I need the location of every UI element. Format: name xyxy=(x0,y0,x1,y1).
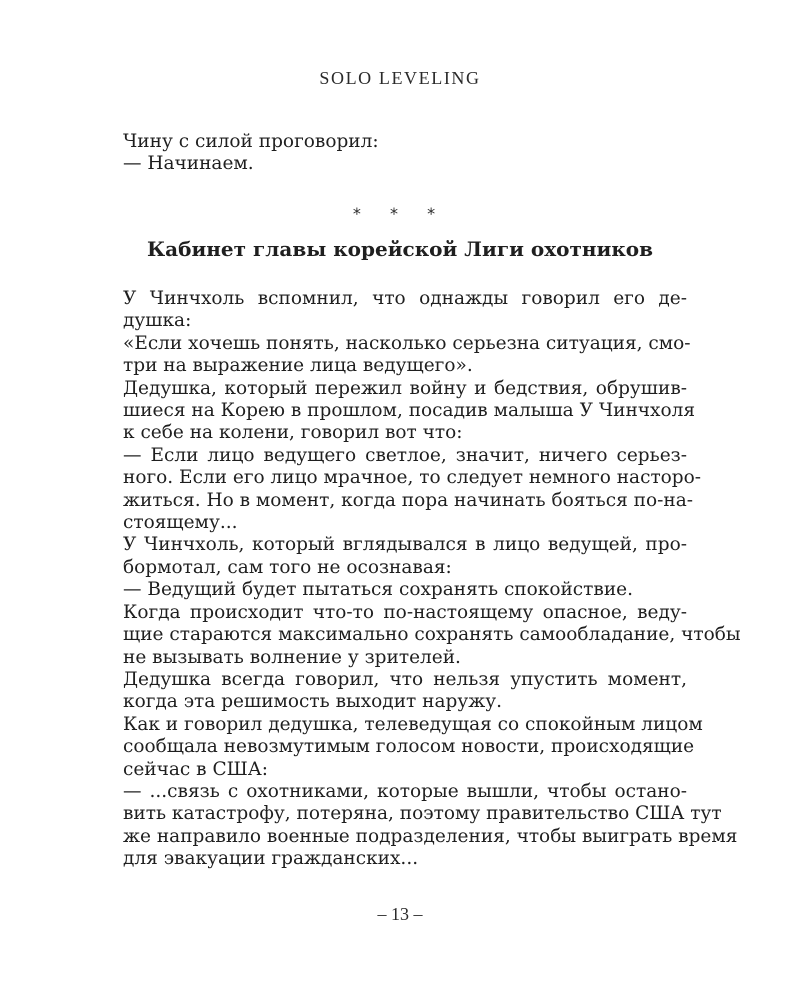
text-line: — Если лицо ведущего светлое, значит, ничего серьез- xyxy=(123,444,687,466)
text-line: — Ведущий будет пытаться сохранять спокойствие. xyxy=(123,579,633,601)
text-line: У Чинчхоль, который вглядывался в лицо ведущей, про- xyxy=(123,534,687,556)
section-title: Кабинет главы корейской Лиги охотников xyxy=(146,237,654,261)
text-line: Чину с силой проговорил: xyxy=(123,131,379,152)
text-line: вить катастрофу, потеряна, поэтому правительство США тут xyxy=(123,803,722,825)
text-line: стоящему... xyxy=(123,512,238,534)
text-line: — ...связь с охотниками, которые вышли, чтобы остано- xyxy=(123,780,687,802)
text-line: сейчас в США: xyxy=(123,758,268,780)
text-line: щие стараются максимально сохранять самообладание, чтобы xyxy=(123,624,741,646)
text-line: к себе на колени, говорил вот что: xyxy=(123,422,463,444)
text-line: же направило военные подразделения, чтобы выиграть время xyxy=(123,825,738,847)
text-line: бормотал, сам того не осознавая: xyxy=(123,556,452,578)
body-text xyxy=(123,288,741,871)
text-line: ного. Если его лицо мрачное, то следует немного насторо- xyxy=(123,467,702,489)
page-number: – 13 – xyxy=(377,904,423,924)
text-line: Дедушка всегда говорил, что нельзя упустить момент, xyxy=(123,668,687,690)
text-line: душка: xyxy=(123,310,192,332)
text-line: не вызывать волнение у зрителей. xyxy=(123,646,461,668)
text-line: У Чинчхоль вспомнил, что однажды говорил его де- xyxy=(123,288,687,309)
text-line: «Если хочешь понять, насколько серьезна ситуация, смо- xyxy=(123,332,691,354)
text-line: Как и говорил дедушка, телеведущая со спокойным лицом xyxy=(123,713,703,735)
section-separator: * * * xyxy=(352,204,448,223)
text-line: шиеся на Корею в прошлом, посадив малыша У Чинчхоля xyxy=(123,400,696,422)
text-line: житься. Но в момент, когда пора начинать бояться по-на- xyxy=(123,489,693,511)
text-line: сообщала невозмутимым голосом новости, происходящие xyxy=(123,736,695,758)
text-line: Когда происходит что-то по-настоящему опасное, веду- xyxy=(123,601,687,623)
text-line: — Начинаем. xyxy=(123,153,254,175)
text-line: три на выражение лица ведущего». xyxy=(123,355,473,377)
running-header: SOLO LEVELING xyxy=(319,68,481,88)
text-line: когда эта решимость выходит наружу. xyxy=(123,691,503,713)
text-line: для эвакуации гражданских... xyxy=(123,848,419,870)
opening-text xyxy=(123,131,687,176)
text-line: Дедушка, который пережил войну и бедствия, обрушив- xyxy=(123,377,687,399)
